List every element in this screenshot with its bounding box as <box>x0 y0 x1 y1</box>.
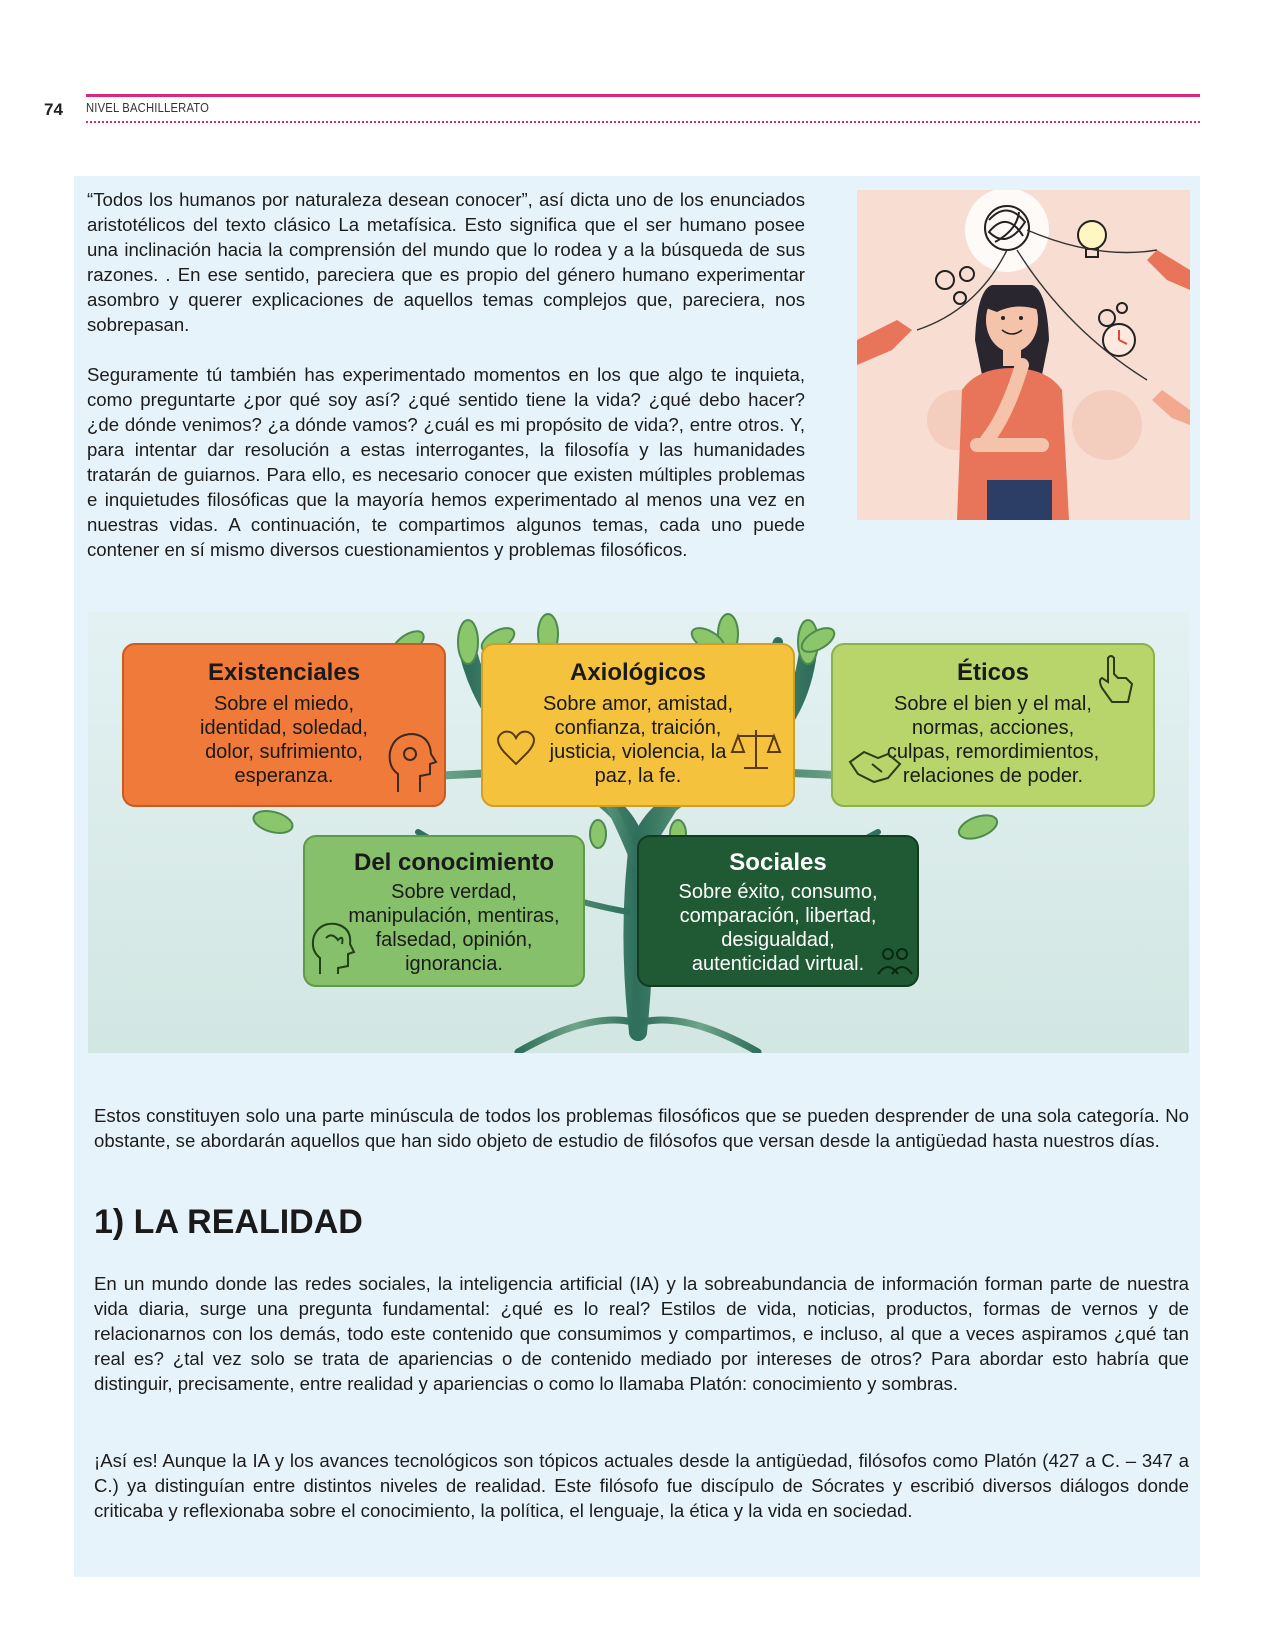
category-existenciales-title: Existenciales <box>207 659 361 686</box>
category-eticos-line: culpas, remordimientos, <box>886 741 1100 763</box>
category-del-conocimiento <box>304 836 584 986</box>
category-conocimiento-line: Sobre verdad, <box>391 881 517 903</box>
after-tree-paragraph: Estos constituyen solo una parte minúscula de todos los problemas filosóficos que se pueden desprender de una sola categoría. No obstante, se abordarán aquellos que han sido objeto de estudio de filósofos que versan desde la antigüedad hasta nuestros días. <box>94 1105 1189 1151</box>
thinking-woman-illustration <box>857 190 1190 520</box>
level-label: NIVEL BACHILLERATO <box>86 101 210 115</box>
philosophical-problems-tree <box>88 612 1189 1053</box>
category-axiologicos-line: justicia, violencia, la <box>549 741 727 763</box>
intro-paragraph-1: “Todos los humanos por naturaleza desean conocer”, así dicta uno de los enunciados aristotélicos del texto clásico La metafísica. Esto significa que el ser humano posee una inclinación hacia la comprensión del mundo que lo rodea y a la búsqueda de sus razones. . En ese sentido, pareciera que es propio del género humano experimentar asombro y querer explicaciones de aquellos temas complejos que, pareciera, nos sobrepasan. <box>87 189 805 335</box>
category-sociales-title: Sociales <box>729 849 827 876</box>
category-sociales-line: autenticidad virtual. <box>691 953 865 975</box>
category-sociales-line: Sobre éxito, consumo, <box>678 881 878 903</box>
realidad-paragraph-2: ¡Así es! Aunque la IA y los avances tecnológicos son tópicos actuales desde la antigüedad, filósofos como Platón (427 a C. – 347 a C.) ya distinguían entre distintos niveles de realidad. Este filósofo fue discípulo de Sócrates y escribió diversos diálogos donde criticaba y reflexionaba sobre el conocimiento, la política, el lenguaje, la ética y la vida en sociedad. <box>94 1450 1189 1521</box>
category-existenciales-line: Sobre el miedo, <box>213 693 355 715</box>
category-eticos-title: Éticos <box>956 659 1030 686</box>
category-existenciales-line: dolor, sufrimiento, <box>205 741 363 763</box>
category-existenciales-line: identidad, soledad, <box>200 717 368 739</box>
header-rule <box>86 94 1200 97</box>
section-heading-la-realidad: 1) LA REALIDAD <box>94 1203 363 1241</box>
category-axiologicos <box>482 644 794 806</box>
category-sociales <box>638 836 918 986</box>
category-eticos-line: normas, acciones, <box>911 717 1075 739</box>
header-dotted-rule <box>86 121 1200 123</box>
category-conocimiento-line: ignorancia. <box>405 953 503 975</box>
page-number: 74 <box>44 100 63 119</box>
intro-paragraph-2: Seguramente tú también has experimentado momentos en los que algo te inquieta, como preguntarte ¿por qué soy así? ¿qué sentido tiene la vida? ¿qué debo hacer? ¿de dónde venimos? ¿a dónde vamos? ¿cuál es mi propósito de vida?, entre otros. Y, para intentar dar resolución a estas interrogantes, la filosofía y las humanidades tratarán de guiarnos. Para ello, es necesario conocer que existen múltiples problemas e inquietudes filosóficas que la mayoría hemos experimentado al menos una vez en nuestras vidas. A continuación, te compartimos algunos temas, cada uno puede contener en sí mismo diversos cuestionamientos y problemas filosóficos. <box>87 364 805 560</box>
category-axiologicos-title: Axiológicos <box>569 659 707 686</box>
category-axiologicos-line: paz, la fe. <box>594 765 682 787</box>
category-axiologicos-line: Sobre amor, amistad, <box>542 693 734 715</box>
category-eticos-line: relaciones de poder. <box>902 765 1084 787</box>
category-eticos-line: Sobre el bien y el mal, <box>894 693 1092 715</box>
category-conocimiento-title: Del conocimiento <box>353 849 555 876</box>
category-eticos <box>832 644 1154 806</box>
category-conocimiento-line: manipulación, mentiras, <box>348 905 560 927</box>
category-existenciales-line: esperanza. <box>234 765 334 787</box>
category-axiologicos-line: confianza, traición, <box>554 717 722 739</box>
category-sociales-line: comparación, libertad, <box>679 905 877 927</box>
category-sociales-line: desigualdad, <box>721 929 835 951</box>
category-conocimiento-line: falsedad, opinión, <box>375 929 533 951</box>
realidad-paragraph-1: En un mundo donde las redes sociales, la inteligencia artificial (IA) y la sobreabundancia de información forman parte de nuestra vida diaria, surge una pregunta fundamental: ¿qué es lo real? Estilos de vida, noticias, productos, formas de vernos y de relacionarnos con los demás, todo este contenido que consumimos y compartimos, e incluso, al que a veces aspiramos ¿qué tan real es? ¿tal vez solo se trata de apariencias o de contenido mediado por intereses de otros? Para abordar esto habría que distinguir, precisamente, entre realidad y apariencias o como lo llamaba Platón: conocimiento y sombras. <box>94 1273 1189 1394</box>
category-existenciales <box>123 644 445 806</box>
